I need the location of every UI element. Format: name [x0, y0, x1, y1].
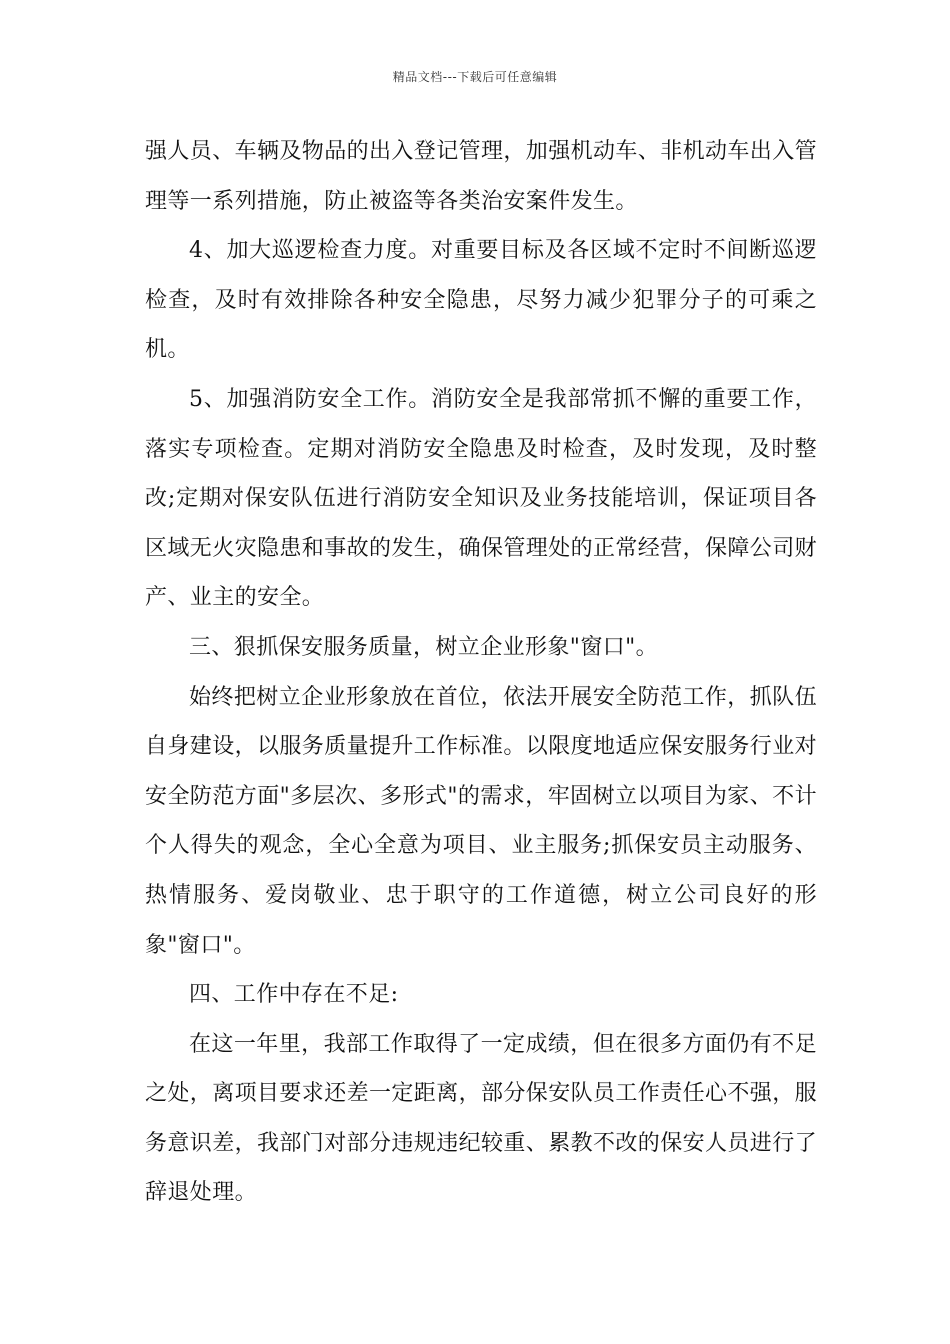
paragraph: 强人员、车辆及物品的出入登记管理，加强机动车、非机动车出入管理等一系列措施，防止被盗等各类治安案件发生。: [145, 139, 818, 214]
paragraph: 始终把树立企业形象放在首位，依法开展安全防范工作，抓队伍自身建设，以服务质量提升工作标准。以限度地适应保安服务行业对安全防范方面"多层次、多形式"的需求，牢固树立以项目为家、不计个人得失的观念，全心全意为项目、业主服务;抓保安员主动服务、热情服务、爱岗敬业、忠于职守的工作道德，树立公司良好的形象"窗口"。: [145, 684, 818, 958]
paragraph: 5、加强消防安全工作。消防安全是我部常抓不懈的重要工作，落实专项检查。定期对消防安全隐患及时检查，及时发现，及时整改;定期对保安队伍进行消防安全知识及业务技能培训，保证项目各区域无火灾隐患和事故的发生，确保管理处的正常经营，保障公司财产、业主的安全。: [145, 386, 818, 611]
paragraph: 4、加大巡逻检查力度。对重要目标及各区域不定时不间断巡逻检查，及时有效排除各种安全隐患，尽努力减少犯罪分子的可乘之机。: [145, 238, 817, 363]
page-header: 精品文档---下载后可任意编辑: [392, 70, 558, 84]
document-body: [145, 127, 817, 1218]
paragraph: 在这一年里，我部工作取得了一定成绩，但在很多方面仍有不足之处，离项目要求还差一定距离，部分保安队员工作责任心不强，服务意识差，我部门对部分违规违纪较重、累教不改的保安人员进行了辞退处理。: [145, 1031, 818, 1206]
section-heading: 四、工作中存在不足:: [189, 982, 399, 1008]
section-heading: 三、狠抓保安服务质量，树立企业形象"窗口"。: [189, 634, 659, 660]
